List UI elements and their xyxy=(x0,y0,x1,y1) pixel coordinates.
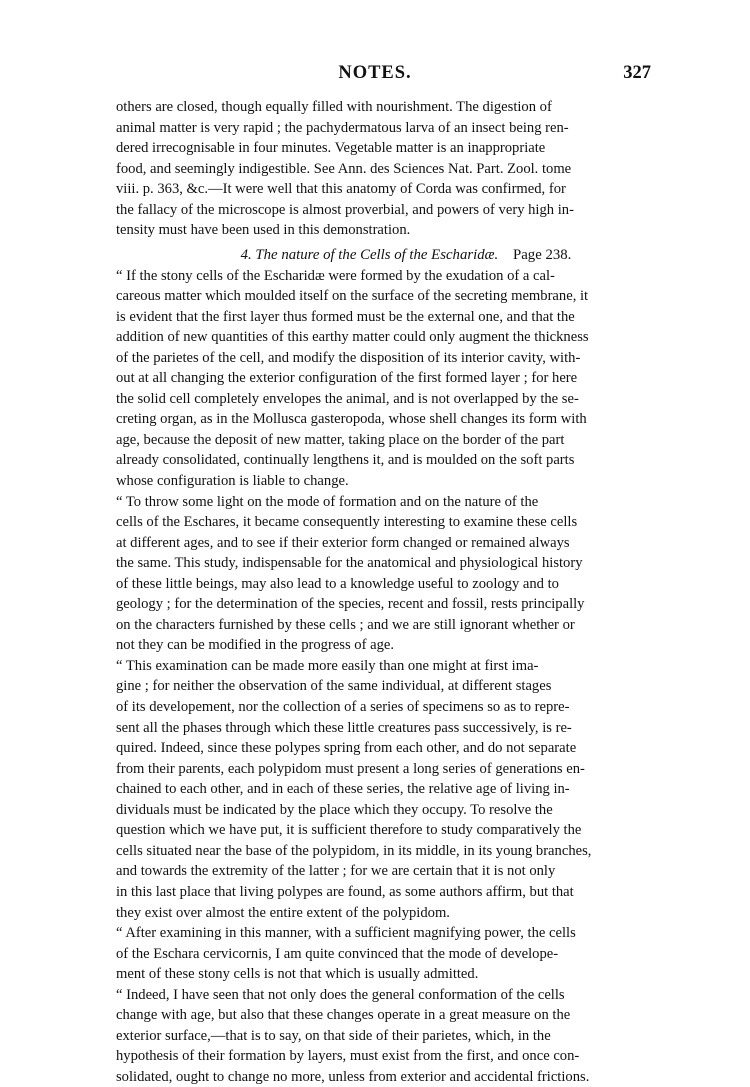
text-line: whose configuration is liable to change. xyxy=(116,473,349,490)
text-line: “ This examination can be made more easily than one might at first ima- xyxy=(116,657,539,674)
text-line: they exist over almost the entire extent of the polypidom. xyxy=(116,904,450,921)
text-line: “ To throw some light on the mode of formation and on the nature of the xyxy=(116,493,539,510)
text-line: age, because the deposit of new matter, taking place on the border of the part xyxy=(116,431,565,448)
text-line: already consolidated, continually lengthens it, and is moulded on the soft parts xyxy=(116,452,575,469)
text-line: in this last place that living polypes are found, as some authors affirm, but that xyxy=(116,883,574,900)
text-line: dered irrecognisable in four minutes. Vegetable matter is an inappropriate xyxy=(116,140,546,157)
text-line: tensity must have been used in this demonstration. xyxy=(116,222,411,239)
text-line: the same. This study, indispensable for the anatomical and physiological history xyxy=(116,555,583,572)
text-line: ment of these stony cells is not that which is usually admitted. xyxy=(116,966,479,983)
text-line: cells of the Eschares, it became consequently interesting to examine these cells xyxy=(116,514,578,531)
text-line: is evident that the first layer thus formed must be the external one, and that the xyxy=(116,308,575,325)
text-line: gine ; for neither the observation of the same individual, at different stages xyxy=(116,678,552,695)
text-line: cells situated near the base of the polypidom, in its middle, in its young branches, xyxy=(116,842,592,859)
text-line: dividuals must be indicated by the place which they occupy. To resolve the xyxy=(116,801,553,818)
text-line: creting organ, as in the Mollusca gasteropoda, whose shell changes its form with xyxy=(116,411,587,428)
text-line: on the characters furnished by these cells ; and we are still ignorant whether or xyxy=(116,616,575,633)
text-line: the solid cell completely envelopes the animal, and is not overlapped by the se- xyxy=(116,390,579,407)
text-line: “ After examining in this manner, with a sufficient magnifying power, the cells xyxy=(116,925,576,942)
text-line: addition of new quantities of this earthy matter could only augment the thickness xyxy=(116,329,589,346)
text-line: and towards the extremity of the latter ; for we are certain that it is not only xyxy=(116,863,556,880)
text-line: at different ages, and to see if their exterior form changed or remained always xyxy=(116,534,570,551)
section-body xyxy=(116,266,650,1087)
continued-paragraph xyxy=(116,97,650,241)
text-line: change with age, but also that these changes operate in a great measure on the xyxy=(116,1007,571,1024)
running-head xyxy=(0,60,750,86)
text-line: “ If the stony cells of the Escharidæ were formed by the exudation of a cal- xyxy=(116,267,555,284)
text-line: question which we have put, it is sufficient therefore to study comparatively the xyxy=(116,822,582,839)
text-line: others are closed, though equally filled with nourishment. The digestion of xyxy=(116,99,552,115)
text-line: of these little beings, may also lead to a knowledge useful to zoology and to xyxy=(116,575,559,592)
text-line: quired. Indeed, since these polypes spring from each other, and do not separate xyxy=(116,740,577,757)
section-heading xyxy=(116,245,650,266)
section-heading-title: 4. The nature of the Cells of the Escharidæ. xyxy=(240,247,499,263)
running-title: NOTES. xyxy=(338,63,412,83)
text-line: careous matter which moulded itself on the surface of the secreting membrane, it xyxy=(116,288,589,305)
text-line: of the parietes of the cell, and modify the disposition of its interior cavity, with- xyxy=(116,349,581,366)
text-line: food, and seemingly indigestible. See Ann. des Sciences Nat. Part. Zool. tome xyxy=(116,160,572,177)
text-line: animal matter is very rapid ; the pachydermatous larva of an insect being ren- xyxy=(116,119,569,136)
text-line: out at all changing the exterior configuration of the first formed layer ; for here xyxy=(116,370,578,387)
section-heading-page: Page 238. xyxy=(513,247,572,263)
text-line: solidated, ought to change no more, unless from exterior and accidental frictions. xyxy=(116,1068,590,1085)
page-number: 327 xyxy=(623,63,651,83)
text-line: hypothesis of their formation by layers, must exist from the first, and once con- xyxy=(116,1048,580,1065)
text-line: the fallacy of the microscope is almost proverbial, and powers of very high in- xyxy=(116,201,574,218)
text-line: geology ; for the determination of the species, recent and fossil, rests principally xyxy=(116,596,585,613)
text-line: chained to each other, and in each of these series, the relative age of living in- xyxy=(116,781,570,798)
text-line: from their parents, each polypidom must present a long series of generations en- xyxy=(116,760,585,777)
text-line: sent all the phases through which these little creatures pass successively, is re- xyxy=(116,719,572,736)
text-line: not they can be modified in the progress of age. xyxy=(116,637,395,654)
note-section xyxy=(116,245,650,1087)
text-line: of its developement, nor the collection of a series of specimens so as to repre- xyxy=(116,699,570,716)
text-line: of the Eschara cervicornis, I am quite convinced that the mode of develope- xyxy=(116,945,559,962)
text-line: exterior surface,—that is to say, on that side of their parietes, which, in the xyxy=(116,1027,551,1044)
text-line: viii. p. 363, &c.—It were well that this anatomy of Corda was confirmed, for xyxy=(116,181,566,198)
text-line: “ Indeed, I have seen that not only does the general conformation of the cells xyxy=(116,986,565,1003)
